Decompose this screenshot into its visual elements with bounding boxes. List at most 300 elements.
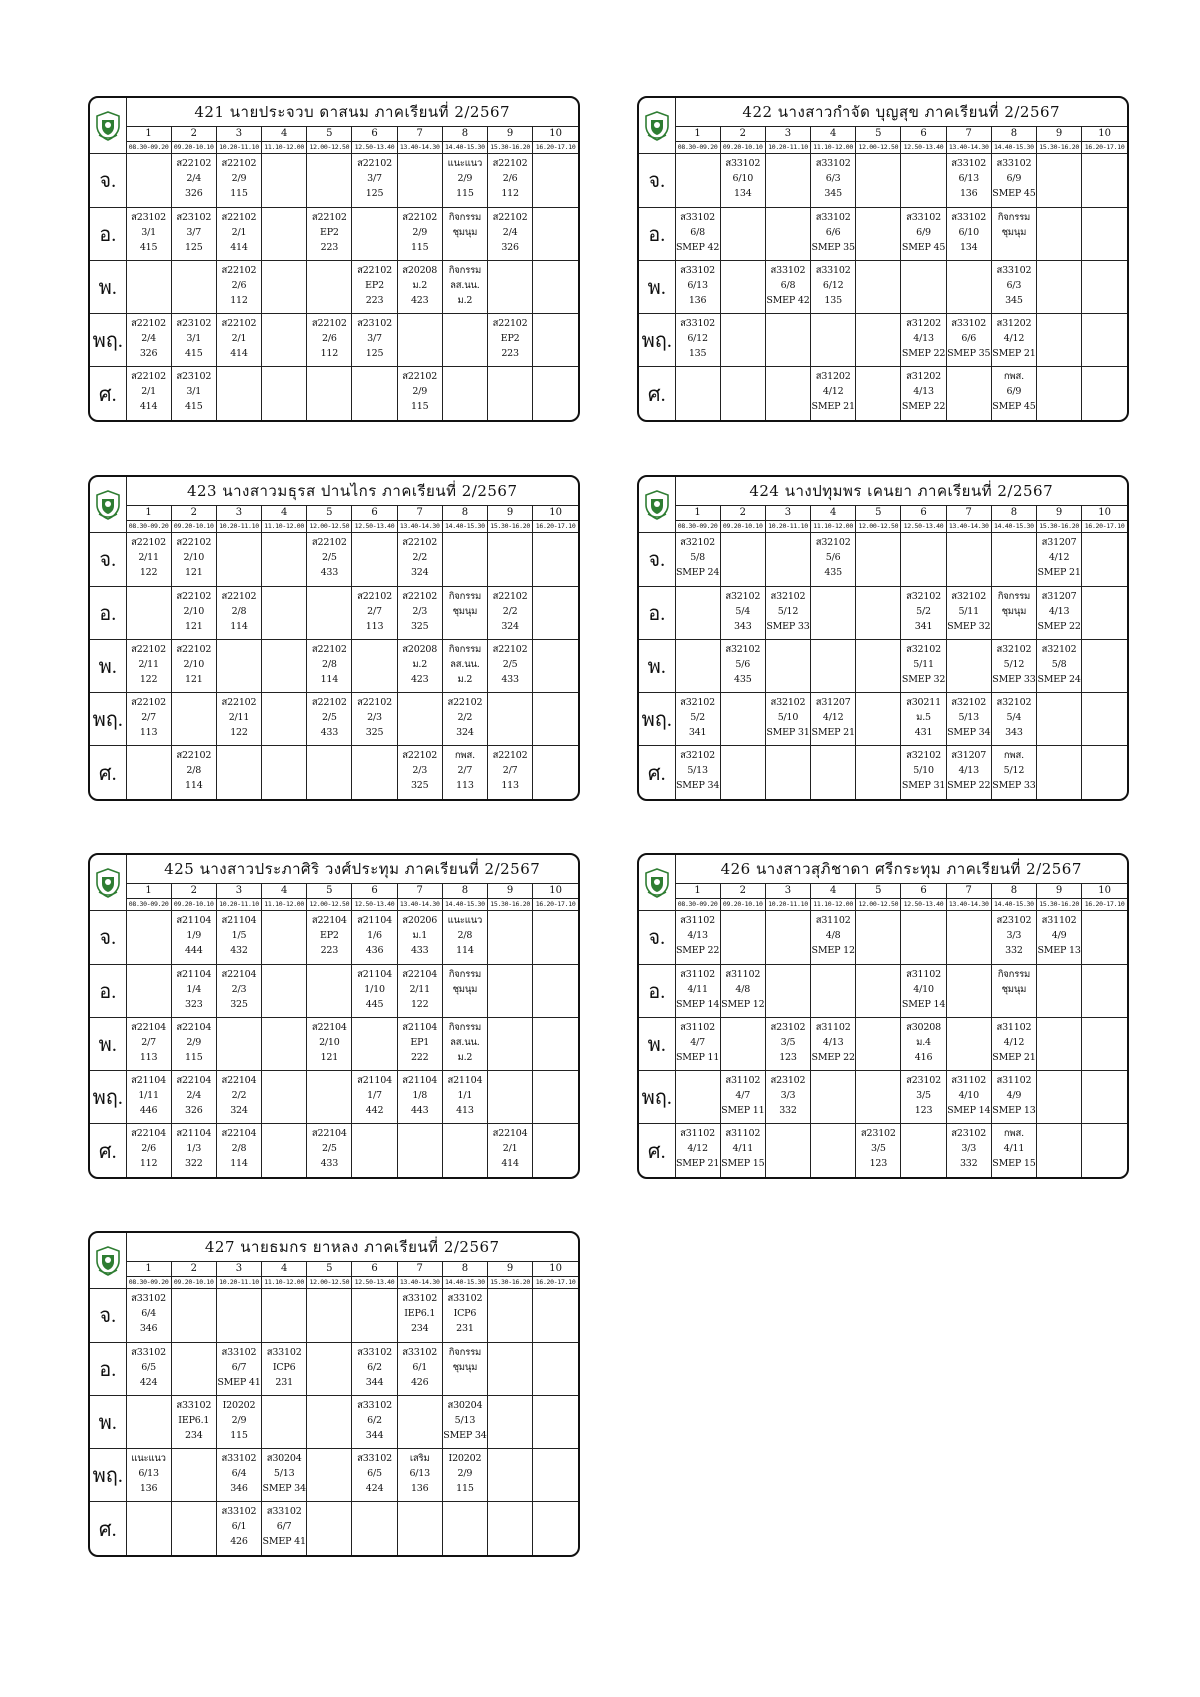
schedule-cell-line: 426 <box>410 1376 429 1388</box>
schedule-cell-line: 2/6 <box>321 333 337 345</box>
schedule-cell-line: 113 <box>365 620 384 632</box>
day-label: ศ. <box>639 1124 675 1177</box>
day-label: พ. <box>90 260 126 313</box>
schedule-cell-line: 2/7 <box>502 765 518 777</box>
schedule-cell <box>397 1289 442 1342</box>
schedule-cell-line: ส31202 <box>996 318 1032 330</box>
day-label: จ. <box>90 533 126 586</box>
schedule-cell-line: ส22102 <box>131 371 166 383</box>
schedule-cell-line: 5/4 <box>1006 712 1022 724</box>
schedule-cell-line: 1/8 <box>412 1090 428 1102</box>
schedule-cell <box>397 746 442 799</box>
schedule-cell-line: 2/7 <box>457 765 473 777</box>
schedule-cell-line: ชุมนุม <box>1001 226 1027 238</box>
schedule-cell <box>352 533 397 586</box>
schedule-cell <box>397 260 442 313</box>
schedule-cell-line: 5/6 <box>825 552 841 564</box>
schedule-cell-line: ส22102 <box>357 590 392 602</box>
schedule-cell-line: 6/13 <box>687 279 708 291</box>
schedule-cell-line: ส31102 <box>951 1075 987 1087</box>
period-time: 14.40-15.30 <box>442 898 487 911</box>
schedule-cell-line: 122 <box>139 567 158 579</box>
schedule-cell-line: ส22102 <box>402 371 438 383</box>
schedule-cell-line: 431 <box>914 727 933 739</box>
schedule-cell <box>307 314 352 367</box>
period-time: 14.40-15.30 <box>442 141 487 154</box>
schedule-cell-line: ส33102 <box>770 264 806 276</box>
schedule-cell <box>720 207 765 260</box>
schedule-cell-line: ส22104 <box>131 1128 166 1140</box>
schedule-cell-line: 3/1 <box>186 386 202 398</box>
schedule-cell-line: 3/3 <box>1006 930 1022 942</box>
school-logo-icon <box>644 111 670 141</box>
schedule-cell <box>352 367 397 420</box>
schedule-cell <box>533 1071 578 1124</box>
schedule-cell-line: 2/9 <box>186 1036 202 1048</box>
schedule-cell-line: ส31102 <box>815 1021 851 1033</box>
schedule-cell-line: 2/3 <box>231 983 247 995</box>
period-time: 08.30-09.20 <box>126 1276 171 1289</box>
schedule-cell <box>533 693 578 746</box>
schedule-cell <box>352 1017 397 1070</box>
schedule-cell <box>488 1124 533 1177</box>
schedule-cell-line: 3/5 <box>870 1143 886 1155</box>
schedule-cell-line: 2/4 <box>186 1090 202 1102</box>
card-title: 421 นายประจวบ ดาสนม ภาคเรียนที่ 2/2567 <box>126 98 578 126</box>
schedule-cell-line: 3/5 <box>780 1036 796 1048</box>
period-number: 6 <box>352 1261 397 1276</box>
schedule-cell-line: 4/13 <box>913 333 934 345</box>
schedule-cell <box>720 964 765 1017</box>
schedule-cell-line: ส22102 <box>492 750 528 762</box>
schedule-cell-line: SMEP 42 <box>675 241 720 253</box>
schedule-cell-line: 414 <box>501 1158 519 1170</box>
schedule-cell <box>811 367 856 420</box>
schedule-cell-line: 112 <box>139 1158 158 1170</box>
schedule-cell-line: SMEP 22 <box>675 945 720 957</box>
schedule-cell-line: 4/13 <box>687 930 708 942</box>
schedule-cell <box>397 1017 442 1070</box>
schedule-cell-line: 5/11 <box>958 605 979 617</box>
schedule-cell <box>488 1449 533 1502</box>
period-time: 13.40-14.30 <box>397 1276 442 1289</box>
schedule-cell-line: ส32102 <box>815 537 851 549</box>
period-number: 2 <box>171 505 216 520</box>
schedule-cell <box>262 314 307 367</box>
schedule-cell <box>765 1071 810 1124</box>
schedule-cell <box>533 1342 578 1395</box>
schedule-cell <box>991 260 1036 313</box>
day-label: จ. <box>90 911 126 964</box>
schedule-cell-line: 115 <box>456 188 474 200</box>
schedule-cell <box>262 367 307 420</box>
schedule-cell-line: ส31207 <box>1041 537 1077 549</box>
timetable-card-425 <box>88 853 580 1179</box>
schedule-cell-line: ส32102 <box>906 750 941 762</box>
schedule-cell <box>488 207 533 260</box>
schedule-cell <box>533 154 578 207</box>
schedule-cell <box>442 314 487 367</box>
schedule-cell-line: 114 <box>230 1158 248 1170</box>
day-label: อ. <box>90 964 126 1017</box>
schedule-cell-line: 4/11 <box>687 983 708 995</box>
schedule-cell-line: ส31207 <box>1041 590 1077 602</box>
schedule-cell-line: 6/2 <box>367 1361 382 1373</box>
schedule-cell <box>262 1289 307 1342</box>
period-time: 12.00-12.50 <box>856 898 901 911</box>
schedule-cell-line: 121 <box>185 567 203 579</box>
schedule-cell <box>765 260 810 313</box>
period-number: 9 <box>488 126 533 141</box>
schedule-cell <box>765 693 810 746</box>
schedule-cell <box>946 154 991 207</box>
schedule-cell-line: ส22104 <box>311 1021 347 1033</box>
schedule-cell-line: 125 <box>365 188 384 200</box>
schedule-cell-line: 135 <box>824 294 842 306</box>
period-number: 3 <box>216 126 261 141</box>
schedule-cell <box>171 1502 216 1555</box>
schedule-cell-line: 2/6 <box>141 1143 156 1155</box>
schedule-cell-line: 2/1 <box>502 1143 518 1155</box>
schedule-cell-line: กพส. <box>1003 750 1024 762</box>
schedule-cell <box>126 314 171 367</box>
schedule-cell-line: 2/4 <box>141 333 156 345</box>
period-time: 12.00-12.50 <box>307 520 352 533</box>
schedule-cell-line: 414 <box>230 241 248 253</box>
schedule-cell-line: 2/10 <box>319 1036 340 1048</box>
schedule-cell <box>397 1124 442 1177</box>
schedule-cell-line: 445 <box>365 998 384 1010</box>
schedule-cell <box>352 1502 397 1555</box>
schedule-cell-line: ส33102 <box>996 158 1032 170</box>
logo-cell <box>90 98 126 154</box>
schedule-cell <box>262 260 307 313</box>
schedule-cell <box>171 911 216 964</box>
schedule-cell-line: ม.2 <box>457 294 473 306</box>
schedule-cell-line: 6/9 <box>1006 386 1022 398</box>
schedule-cell-line: 122 <box>139 673 158 685</box>
schedule-cell-line: ส23102 <box>951 1128 987 1140</box>
schedule-cell-line: ส22102 <box>357 158 392 170</box>
schedule-cell <box>171 207 216 260</box>
schedule-cell-line: ส21104 <box>402 1021 438 1033</box>
schedule-cell-line: ส22104 <box>402 968 438 980</box>
schedule-cell-line: SMEP 35 <box>947 348 991 360</box>
schedule-cell-line: 2/8 <box>457 930 473 942</box>
period-number: 1 <box>675 883 720 898</box>
period-time: 08.30-09.20 <box>126 141 171 154</box>
schedule-cell <box>720 1071 765 1124</box>
card-title: 425 นางสาวประภาศิริ วงศ์ประทุม ภาคเรียนที่ 2/2567 <box>126 855 578 883</box>
schedule-cell-line: 5/13 <box>687 765 708 777</box>
schedule-cell <box>901 964 946 1017</box>
schedule-cell <box>1082 1124 1127 1177</box>
schedule-cell-line: 5/8 <box>690 552 705 564</box>
schedule-cell-line: 436 <box>365 945 384 957</box>
period-number: 1 <box>675 505 720 520</box>
schedule-cell-line: ม.2 <box>412 658 428 670</box>
schedule-cell <box>856 260 901 313</box>
schedule-cell <box>488 1017 533 1070</box>
period-time: 12.50-13.40 <box>352 520 397 533</box>
schedule-cell <box>397 693 442 746</box>
period-number: 9 <box>1037 883 1082 898</box>
schedule-cell-line: SMEP 33 <box>992 673 1036 685</box>
schedule-cell <box>1082 260 1127 313</box>
schedule-cell-line: 6/10 <box>732 173 754 185</box>
schedule-cell-line: 4/13 <box>958 765 979 777</box>
period-time: 13.40-14.30 <box>397 520 442 533</box>
timetable-grid <box>639 98 1127 420</box>
schedule-cell <box>352 1289 397 1342</box>
schedule-cell <box>1037 314 1082 367</box>
schedule-cell <box>991 964 1036 1017</box>
schedule-cell-line: 2/5 <box>321 1143 337 1155</box>
logo-cell <box>90 855 126 911</box>
schedule-cell-line: 341 <box>688 727 707 739</box>
school-logo-icon <box>95 490 121 520</box>
schedule-cell-line: 234 <box>185 1429 203 1441</box>
schedule-cell-line: 5/2 <box>690 712 705 724</box>
period-number: 3 <box>216 1261 261 1276</box>
schedule-cell <box>1082 367 1127 420</box>
schedule-cell <box>126 1017 171 1070</box>
schedule-cell-line: 2/2 <box>231 1090 247 1102</box>
schedule-cell <box>991 533 1036 586</box>
logo-cell <box>639 98 675 154</box>
schedule-cell-line: 2/11 <box>138 658 159 670</box>
schedule-cell-line: ส23102 <box>357 318 392 330</box>
schedule-cell <box>1037 154 1082 207</box>
schedule-cell <box>171 1395 216 1448</box>
schedule-cell-line: ส21104 <box>357 968 392 980</box>
schedule-cell <box>171 964 216 1017</box>
period-time: 12.00-12.50 <box>856 520 901 533</box>
schedule-cell <box>262 533 307 586</box>
schedule-cell-line: 443 <box>410 1105 429 1117</box>
period-time: 13.40-14.30 <box>946 898 991 911</box>
schedule-cell <box>216 1017 261 1070</box>
period-time: 12.50-13.40 <box>352 141 397 154</box>
schedule-cell <box>397 639 442 692</box>
schedule-cell-line: 5/12 <box>777 605 799 617</box>
schedule-cell-line: กิจกรรม <box>997 211 1031 223</box>
schedule-cell <box>675 314 720 367</box>
schedule-cell <box>442 533 487 586</box>
day-label: พฤ. <box>639 314 675 367</box>
schedule-cell <box>262 1017 307 1070</box>
schedule-cell-line: กิจกรรม <box>448 264 482 276</box>
schedule-cell <box>307 533 352 586</box>
schedule-cell-line: 136 <box>139 1483 158 1495</box>
schedule-cell-line: กิจกรรม <box>448 211 482 223</box>
schedule-cell <box>352 1124 397 1177</box>
schedule-cell-line: ส31102 <box>815 915 851 927</box>
schedule-cell-line: 1/11 <box>138 1090 159 1102</box>
schedule-cell-line: 4/9 <box>1006 1090 1022 1102</box>
schedule-cell <box>533 207 578 260</box>
schedule-cell-line: 5/4 <box>735 605 751 617</box>
schedule-cell <box>262 1071 307 1124</box>
schedule-cell-line: ส32102 <box>906 590 941 602</box>
schedule-cell-line: 113 <box>139 1051 158 1063</box>
schedule-cell <box>533 586 578 639</box>
schedule-cell-line: 122 <box>410 998 429 1010</box>
schedule-cell <box>488 586 533 639</box>
schedule-cell-line: 2/10 <box>183 552 205 564</box>
period-number: 5 <box>856 883 901 898</box>
schedule-cell <box>901 533 946 586</box>
schedule-cell-line: 2/8 <box>231 605 247 617</box>
schedule-cell-line: IEP6.1 <box>404 1308 436 1320</box>
schedule-cell <box>946 746 991 799</box>
logo-cell <box>639 477 675 533</box>
schedule-cell <box>856 586 901 639</box>
schedule-cell <box>1082 639 1127 692</box>
schedule-cell-line: 2/2 <box>412 552 428 564</box>
schedule-cell <box>397 154 442 207</box>
schedule-cell-line: SMEP 34 <box>947 727 991 739</box>
day-label: พ. <box>639 1017 675 1070</box>
schedule-cell <box>216 367 261 420</box>
period-time: 12.00-12.50 <box>856 141 901 154</box>
schedule-cell <box>1082 964 1127 1017</box>
period-number: 10 <box>533 126 578 141</box>
period-time: 15.30-16.20 <box>1037 520 1082 533</box>
period-time: 10.20-11.10 <box>765 141 810 154</box>
period-number: 8 <box>442 505 487 520</box>
schedule-cell-line: ส31102 <box>1041 915 1077 927</box>
period-time: 10.20-11.10 <box>216 141 261 154</box>
schedule-cell <box>216 154 261 207</box>
schedule-cell-line: 115 <box>185 1051 203 1063</box>
schedule-cell <box>946 314 991 367</box>
schedule-cell-line: ชุมนุม <box>452 226 478 238</box>
schedule-cell-line: 6/13 <box>958 173 979 185</box>
schedule-cell <box>352 964 397 1017</box>
period-time: 08.30-09.20 <box>675 898 720 911</box>
schedule-cell-line: ส22104 <box>492 1128 528 1140</box>
schedule-cell <box>946 586 991 639</box>
period-time: 09.20-10.10 <box>720 898 765 911</box>
schedule-cell-line: 433 <box>410 945 429 957</box>
schedule-cell-line: ส33102 <box>402 1346 438 1358</box>
schedule-cell <box>1082 154 1127 207</box>
period-number: 7 <box>397 1261 442 1276</box>
schedule-cell-line: SMEP 21 <box>1037 567 1081 579</box>
schedule-cell <box>720 367 765 420</box>
schedule-cell <box>216 964 261 1017</box>
card-title: 426 นางสาวสุภิชาดา ศรีกระทุม ภาคเรียนที่ 2/2567 <box>675 855 1127 883</box>
schedule-cell <box>216 533 261 586</box>
schedule-cell-line: ส22102 <box>221 211 257 223</box>
schedule-cell <box>126 367 171 420</box>
schedule-cell-line: 345 <box>1005 294 1023 306</box>
schedule-cell-line: 3/3 <box>780 1090 796 1102</box>
schedule-cell-line: 136 <box>688 294 707 306</box>
schedule-cell-line: ส31102 <box>680 1021 715 1033</box>
schedule-cell-line: เสริม <box>409 1453 430 1465</box>
schedule-cell-line: 2/1 <box>231 226 247 238</box>
schedule-cell <box>533 1289 578 1342</box>
schedule-cell <box>262 639 307 692</box>
schedule-cell <box>811 693 856 746</box>
period-time: 15.30-16.20 <box>488 520 533 533</box>
schedule-cell-line: SMEP 32 <box>947 620 991 632</box>
schedule-cell-line: ส33102 <box>996 264 1032 276</box>
schedule-cell <box>352 639 397 692</box>
schedule-cell-line: 423 <box>410 294 429 306</box>
period-time: 14.40-15.30 <box>442 520 487 533</box>
schedule-cell <box>352 154 397 207</box>
schedule-cell-line: 125 <box>365 348 384 360</box>
schedule-cell-line: 3/5 <box>916 1090 931 1102</box>
schedule-cell-line: ส32102 <box>680 697 715 709</box>
schedule-cell <box>765 964 810 1017</box>
period-time: 16.20-17.10 <box>533 1276 578 1289</box>
schedule-cell <box>126 746 171 799</box>
schedule-cell <box>991 911 1036 964</box>
schedule-cell-line: EP2 <box>319 930 339 942</box>
schedule-cell <box>856 1071 901 1124</box>
schedule-cell-line: 4/10 <box>913 983 934 995</box>
period-number: 10 <box>1082 883 1127 898</box>
schedule-cell <box>352 586 397 639</box>
schedule-cell-line: 2/10 <box>183 658 205 670</box>
schedule-cell <box>811 260 856 313</box>
schedule-cell-line: 413 <box>456 1105 474 1117</box>
schedule-cell <box>216 639 261 692</box>
schedule-cell <box>991 693 1036 746</box>
schedule-cell-line: 2/8 <box>186 765 202 777</box>
schedule-cell-line: ส21104 <box>402 1075 438 1087</box>
period-time: 12.00-12.50 <box>307 898 352 911</box>
period-number: 5 <box>307 883 352 898</box>
schedule-cell-line: ส33102 <box>131 1346 166 1358</box>
period-time: 08.30-09.20 <box>675 520 720 533</box>
period-number: 10 <box>1082 126 1127 141</box>
schedule-cell <box>675 1017 720 1070</box>
schedule-cell-line: 6/10 <box>958 226 979 238</box>
schedule-cell-line: 114 <box>320 673 339 685</box>
schedule-cell-line: SMEP 41 <box>217 1376 261 1388</box>
schedule-cell <box>991 1017 1036 1070</box>
schedule-cell <box>765 1124 810 1177</box>
schedule-cell <box>126 1395 171 1448</box>
card-title: 424 นางปทุมพร เคนยา ภาคเรียนที่ 2/2567 <box>675 477 1127 505</box>
schedule-cell-line: 4/13 <box>822 1036 844 1048</box>
schedule-cell <box>442 586 487 639</box>
schedule-cell <box>216 911 261 964</box>
schedule-cell <box>397 1342 442 1395</box>
schedule-cell <box>765 207 810 260</box>
schedule-cell <box>811 154 856 207</box>
schedule-cell <box>126 207 171 260</box>
schedule-cell <box>675 586 720 639</box>
schedule-cell-line: ม.2 <box>457 673 473 685</box>
schedule-cell-line: ส22102 <box>357 264 392 276</box>
period-number: 1 <box>126 505 171 520</box>
period-time: 11.10-12.00 <box>262 520 307 533</box>
schedule-cell-line: 115 <box>410 401 429 413</box>
schedule-cell <box>488 314 533 367</box>
schedule-cell-line: ส23102 <box>176 211 212 223</box>
schedule-cell <box>216 1289 261 1342</box>
schedule-cell <box>307 207 352 260</box>
schedule-cell-line: ส22102 <box>311 697 347 709</box>
period-time: 13.40-14.30 <box>946 520 991 533</box>
day-label: ศ. <box>90 1502 126 1555</box>
